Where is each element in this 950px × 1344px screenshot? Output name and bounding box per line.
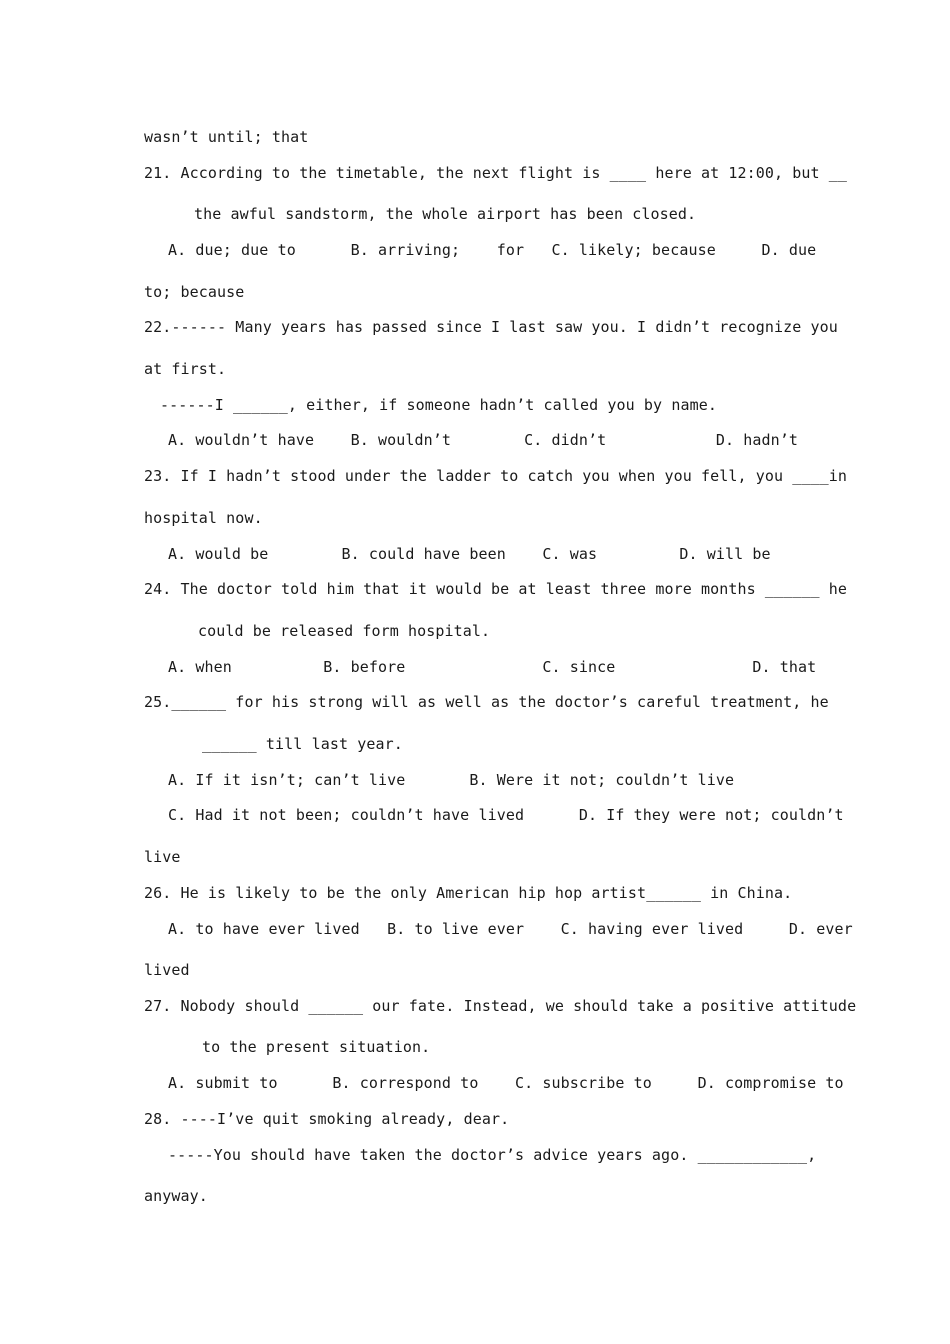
question-21: 21. According to the timetable, the next flight is ____ here at 12:00, but __ [144,164,848,182]
question-22-cont: at first. [144,360,227,378]
text-line-continuation: wasn’t until; that [144,128,309,146]
question-21-cont: the awful sandstorm, the whole airport has been closed. [194,205,697,223]
question-23-options: A. would be B. could have been C. was D. will be [168,545,771,563]
question-24-cont: could be released form hospital. [198,622,491,640]
question-27-options: A. submit to B. correspond to C. subscribe to D. compromise to [168,1074,844,1092]
question-22: 22.------ Many years has passed since I last saw you. I didn’t recognize you [144,318,838,336]
question-24-options: A. when B. before C. since D. that [168,658,817,676]
question-26-options: A. to have ever lived B. to live ever C. having ever lived D. ever [168,920,853,938]
question-28-cont: anyway. [144,1187,208,1205]
question-22-options: A. wouldn’t have B. wouldn’t C. didn’t D. hadn’t [168,431,799,449]
question-25-options-cd: C. Had it not been; couldn’t have lived D. If they were not; couldn’t [168,806,844,824]
question-27: 27. Nobody should ______ our fate. Instead, we should take a positive attitude [144,997,857,1015]
question-26-options-cont: lived [144,961,190,979]
question-25-options-ab: A. If it isn’t; can’t live B. Were it not; couldn’t live [168,771,735,789]
question-28: 28. ----I’ve quit smoking already, dear. [144,1110,510,1128]
question-22-reply: ------I ______, either, if someone hadn’t called you by name. [160,396,717,414]
question-23: 23. If I hadn’t stood under the ladder to catch you when you fell, you ____in [144,467,848,485]
question-25-options-cont: live [144,848,181,866]
question-21-options-cont: to; because [144,283,245,301]
question-28-reply: -----You should have taken the doctor’s advice years ago. ____________, [168,1146,817,1164]
question-21-options: A. due; due to B. arriving; for C. likely; because D. due [168,241,817,259]
question-25-cont: ______ till last year. [202,735,403,753]
question-26: 26. He is likely to be the only American hip hop artist______ in China. [144,884,793,902]
question-27-cont: to the present situation. [202,1038,431,1056]
question-23-cont: hospital now. [144,509,263,527]
question-25: 25.______ for his strong will as well as the doctor’s careful treatment, he [144,693,829,711]
question-24: 24. The doctor told him that it would be at least three more months ______ he [144,580,848,598]
